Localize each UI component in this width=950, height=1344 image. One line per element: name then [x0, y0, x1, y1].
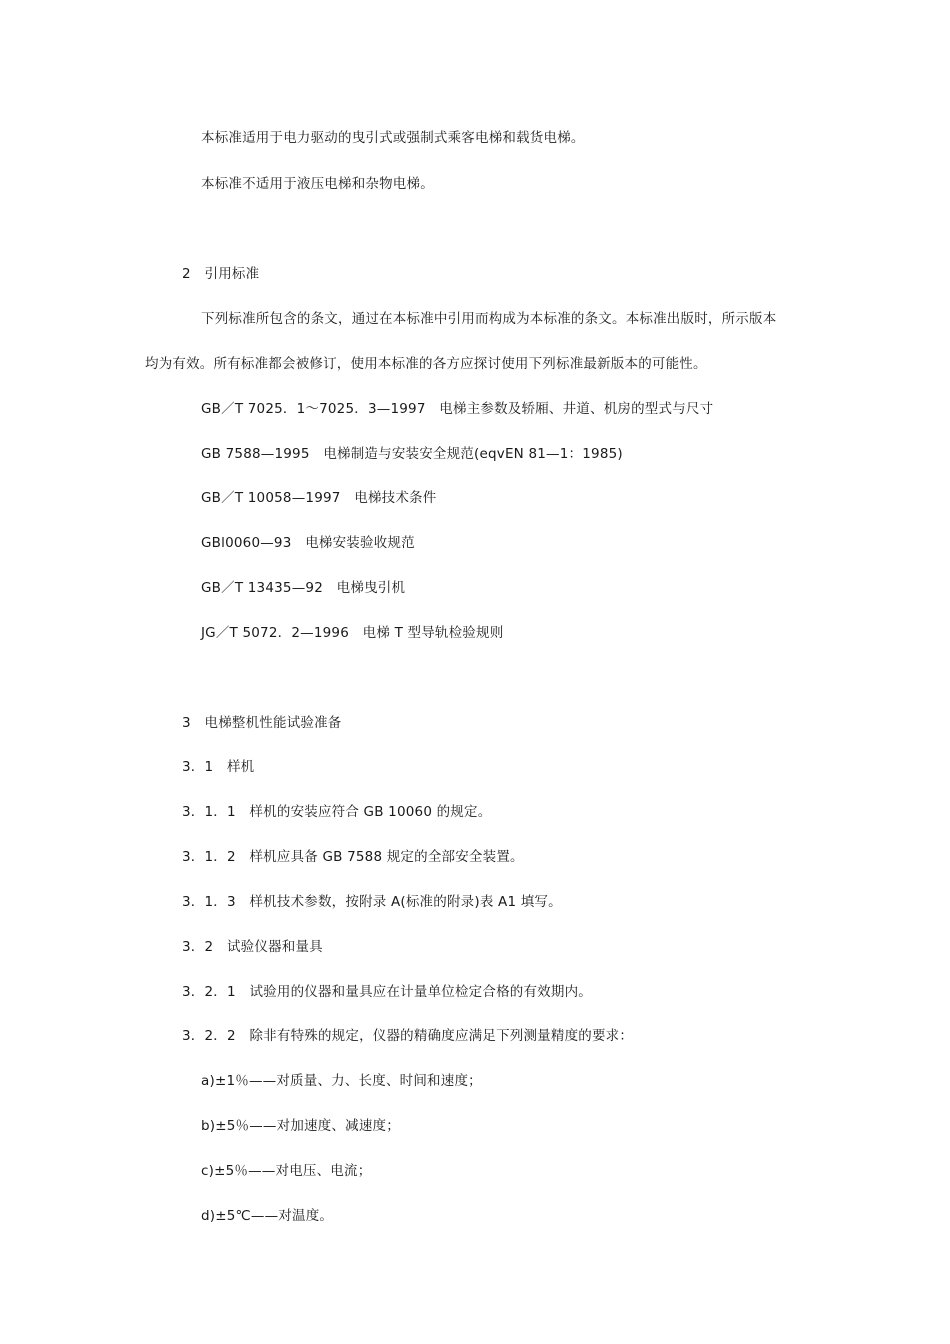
- reference-item: GBl0060—93 电梯安装验收规范: [201, 535, 415, 551]
- section-2-heading: 2 引用标准: [182, 266, 260, 282]
- accuracy-item: a)±1％——对质量、力、长度、时间和速度；: [201, 1073, 482, 1089]
- section-2-intro-line-1: 下列标准所包含的条文，通过在本标准中引用而构成为本标准的条文。本标准出版时，所示版本: [201, 311, 777, 327]
- clause-3-1-3: 3．1．3 样机技术参数，按附录 A(标准的附录)表 A1 填写。: [182, 894, 562, 910]
- reference-item: GB／T 13435—92 电梯曳引机: [201, 580, 406, 596]
- reference-item: GB／T 7025．1～7025．3—1997 电梯主参数及轿厢、井道、机房的型式与尺寸: [201, 401, 714, 417]
- reference-item: GB 7588—1995 电梯制造与安装安全规范(eqvEN 81—1：1985): [201, 446, 623, 462]
- accuracy-item: c)±5％——对电压、电流；: [201, 1163, 372, 1179]
- accuracy-item: d)±5℃——对温度。: [201, 1208, 334, 1224]
- scope-paragraph-2: 本标准不适用于液压电梯和杂物电梯。: [201, 176, 434, 192]
- section-3-heading: 3 电梯整机性能试验准备: [182, 715, 342, 731]
- clause-3-2-1: 3．2．1 试验用的仪器和量具应在计量单位检定合格的有效期内。: [182, 984, 592, 1000]
- subsection-3-1-heading: 3．1 样机: [182, 759, 255, 775]
- reference-item: JG／T 5072．2—1996 电梯 T 型导轨检验规则: [201, 625, 504, 641]
- subsection-3-2-heading: 3．2 试验仪器和量具: [182, 939, 323, 955]
- clause-3-1-2: 3．1．2 样机应具备 GB 7588 规定的全部安全装置。: [182, 849, 524, 865]
- clause-3-2-2: 3．2．2 除非有特殊的规定，仪器的精确度应满足下列测量精度的要求：: [182, 1028, 634, 1044]
- clause-3-1-1: 3．1．1 样机的安装应符合 GB 10060 的规定。: [182, 804, 492, 820]
- reference-item: GB／T 10058—1997 电梯技术条件: [201, 490, 437, 506]
- scope-paragraph-1: 本标准适用于电力驱动的曳引式或强制式乘客电梯和载货电梯。: [201, 130, 585, 146]
- section-2-intro-line-2: 均为有效。所有标准都会被修订，使用本标准的各方应探讨使用下列标准最新版本的可能性。: [145, 356, 707, 372]
- accuracy-item: b)±5％——对加速度、减速度；: [201, 1118, 400, 1134]
